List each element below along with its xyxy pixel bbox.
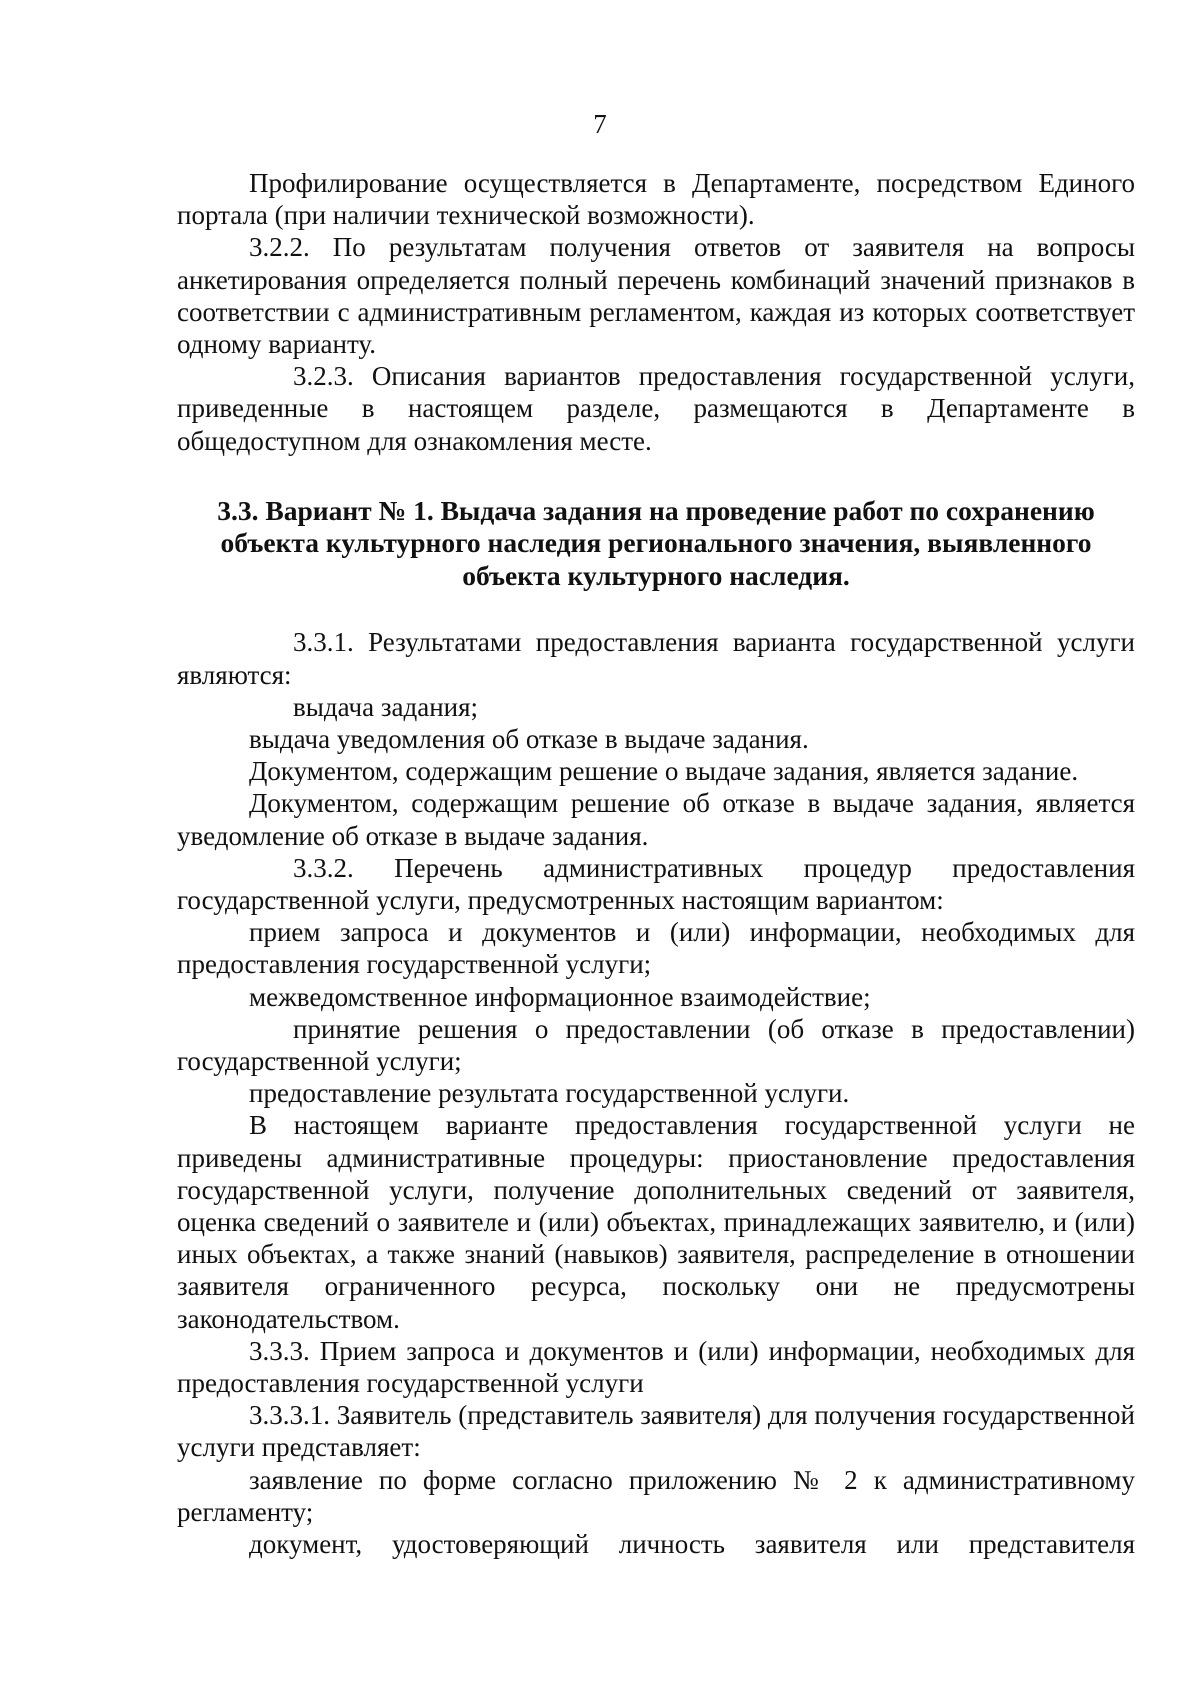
paragraph-3-2-3: 3.2.3. Описания вариантов предоставления государственной услуги, приведенные в настоящем разделе, размещаются в Департаменте в общедоступном для ознакомления месте. — [177, 361, 1135, 456]
paragraph-decision-document: Документом, содержащим решение о выдаче задания, является задание. — [249, 756, 1079, 787]
paragraph-profiling: Профилирование осуществляется в Департаменте, посредством Единого портала (при наличии технической возможности). — [177, 168, 1135, 231]
paragraph-3-3-2: 3.3.2. Перечень административных процедур предоставления государственной услуги, предусмотренных настоящим вариантом: — [177, 852, 1135, 915]
page-number: 7 — [593, 109, 607, 139]
paragraph-excluded-procedures: В настоящем варианте предоставления государственной услуги не приведены административные процедуры: приостановление предоставления государственной услуги, получение дополнительных сведений от заявителя, оценка сведений о заявителе и (или) объектах, принадлежащих заявителю, и (или) иных объектах, а также знаний (навыков) заявителя, распределение в отношении заявителя ограниченного ресурса, поскольку они не предусмотрены законодательством. — [177, 1110, 1135, 1334]
document-body — [177, 167, 1135, 1560]
list-item-result-task: выдача задания; — [293, 691, 479, 722]
paragraph-3-3-3-1: 3.3.3.1. Заявитель (представитель заявителя) для получения государственной услуги представляет: — [177, 1400, 1135, 1463]
list-item-result-refusal: выдача уведомления об отказе в выдаче задания. — [249, 723, 809, 754]
paragraph-3-3-1: 3.3.1. Результатами предоставления варианта государственной услуги являются: — [177, 627, 1135, 690]
section-heading-3-3: 3.3. Вариант № 1. Выдача задания на проведение работ по сохранению объекта культурного наследия регионального значения, выявленного объекта культурного наследия. — [217, 494, 1095, 591]
list-item-procedure-interagency: межведомственное информационное взаимодействие; — [249, 981, 871, 1012]
list-item-procedure-request: прием запроса и документов и (или) информации, необходимых для предоставления государственной услуги; — [177, 917, 1135, 980]
paragraph-3-3-3: 3.3.3. Прием запроса и документов и (или) информации, необходимых для предоставления государственной услуги — [177, 1335, 1135, 1398]
list-item-procedure-decision: принятие решения о предоставлении (об отказе в предоставлении) государственной услуги; — [177, 1013, 1135, 1076]
list-item-application: заявление по форме согласно приложению № 2 к административному регламенту; — [177, 1464, 1135, 1527]
paragraph-3-2-2: 3.2.2. По результатам получения ответов от заявителя на вопросы анкетирования определяется полный перечень комбинаций значений признаков в соответствии с административным регламентом, каждая из которых соответствует одному варианту. — [177, 232, 1135, 360]
list-item-identity-document: документ, удостоверяющий личность заявителя или представителя — [249, 1529, 1135, 1560]
list-item-procedure-result: предоставление результата государственной услуги. — [249, 1078, 850, 1109]
paragraph-refusal-document: Документом, содержащим решение об отказе в выдаче задания, является уведомление об отказе в выдаче задания. — [177, 788, 1135, 851]
